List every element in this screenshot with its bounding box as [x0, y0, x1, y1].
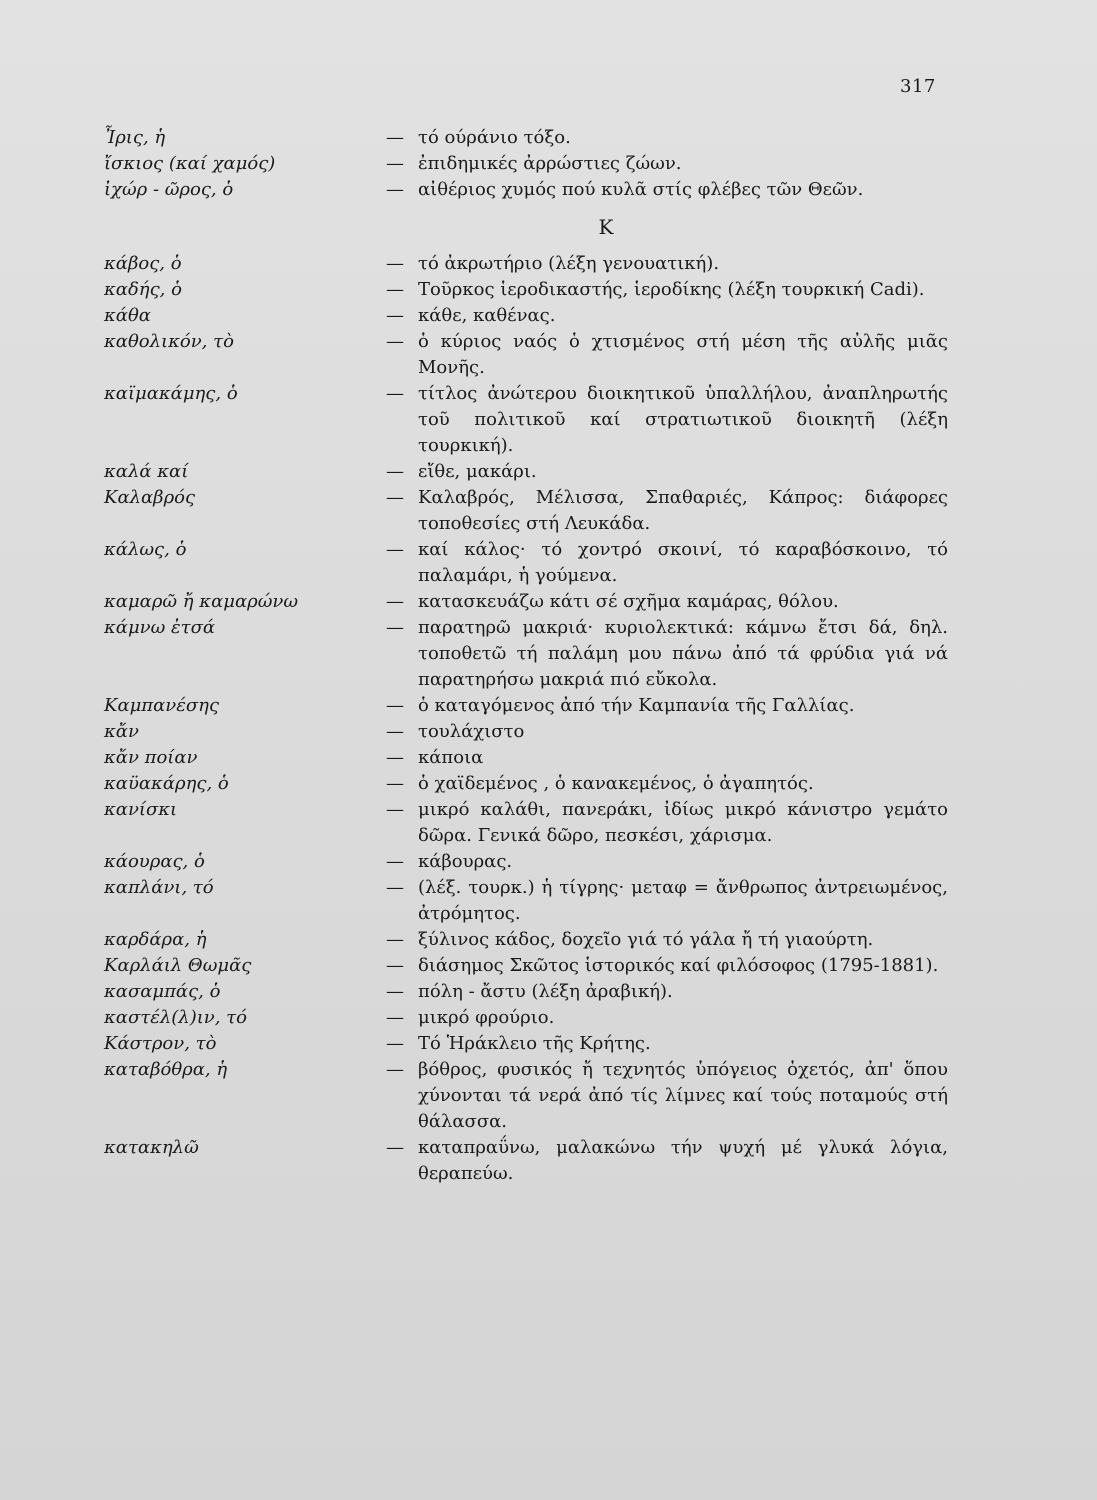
entry-term: κάθα: [104, 305, 151, 326]
entry-definition: καί κάλος· τό χοντρό σκοινί, τό καραβόσκοινο, τό παλαμάρι, ἡ γούμενα.: [418, 539, 948, 586]
entry-term: ἰχώρ - ῶρος, ὁ: [104, 179, 234, 200]
entry-dash: —: [386, 461, 404, 482]
entry-definition: καταπραΰνω, μαλακώνω τήν ψυχή μέ γλυκά λόγια, θεραπεύω.: [418, 1137, 948, 1184]
section-heading-k: Κ: [598, 215, 614, 239]
entry-dash: —: [386, 955, 404, 976]
entry-term: κάλως, ὁ: [104, 539, 187, 560]
entry-definition: αἰθέριος χυμός πού κυλᾶ στίς φλέβες τῶν Θεῶν.: [418, 179, 864, 200]
entry-definition: πόλη - ἄστυ (λέξη ἀραβική).: [418, 981, 673, 1002]
glossary-entry: [104, 1005, 964, 1031]
entry-definition: διάσημος Σκῶτος ἱστορικός καί φιλόσοφος (1795-1881).: [418, 955, 939, 976]
glossary-entry: [104, 927, 964, 953]
entry-definition: κάβουρας.: [418, 851, 513, 872]
entry-dash: —: [386, 721, 404, 742]
entry-definition: (λέξ. τουρκ.) ἡ τίγρης· μεταφ = ἄνθρωπος ἀντρειωμένος, ἀτρόμητος.: [418, 877, 948, 924]
entry-term: καδής, ὁ: [104, 279, 182, 300]
entry-definition: κατασκευάζω κάτι σέ σχῆμα καμάρας, θόλου.: [418, 591, 839, 612]
glossary-entry: [104, 875, 964, 927]
entry-definition: Καλαβρός, Μέλισσα, Σπαθαριές, Κάπρος: διάφορες τοποθεσίες στή Λευκάδα.: [418, 487, 948, 534]
entry-dash: —: [386, 1059, 404, 1080]
entry-definition: ξύλινος κάδος, δοχεῖο γιά τό γάλα ἤ τή γιαούρτη.: [418, 929, 874, 950]
glossary-entry: [104, 151, 964, 177]
entry-dash: —: [386, 153, 404, 174]
entry-definition: Τό Ἡράκλειο τῆς Κρήτης.: [418, 1033, 651, 1054]
entry-dash: —: [386, 747, 404, 768]
glossary-entry: [104, 589, 964, 615]
glossary-entry: [104, 719, 964, 745]
entry-dash: —: [386, 1007, 404, 1028]
glossary-entry: [104, 979, 964, 1005]
entry-dash: —: [386, 591, 404, 612]
entry-dash: —: [386, 253, 404, 274]
entry-definition: βόθρος, φυσικός ἤ τεχνητός ὑπόγειος ὀχετός, ἀπ' ὅπου χύνονται τά νερά ἀπό τίς λίμνες καί τούς ποταμούς στή θάλασσα.: [418, 1059, 948, 1132]
glossary-entry: [104, 1135, 964, 1187]
entry-definition: Τοῦρκος ἱεροδικαστής, ἱεροδίκης (λέξη τουρκική Cadi).: [418, 279, 925, 300]
glossary-entry: [104, 459, 964, 485]
entry-dash: —: [386, 877, 404, 898]
entry-term: κατακηλῶ: [104, 1137, 199, 1158]
glossary-entry: [104, 693, 964, 719]
entry-term: κάμνω ἐτσά: [104, 617, 216, 638]
entry-definition: εἴθε, μακάρι.: [418, 461, 537, 482]
entry-definition: τίτλος ἀνώτερου διοικητικοῦ ὑπαλλήλου, ἀναπληρωτής τοῦ πολιτικοῦ καί στρατιωτικοῦ διοικητῆ (λέξη τουρκική).: [418, 383, 948, 456]
entry-dash: —: [386, 695, 404, 716]
entry-term: καϋακάρης, ὁ: [104, 773, 229, 794]
entry-dash: —: [386, 1033, 404, 1054]
entry-term: καθολικόν, τὸ: [104, 331, 234, 352]
entry-term: Καλαβρός: [104, 487, 196, 508]
entry-term: κἄν ποίαν: [104, 747, 198, 768]
entry-term: καπλάνι, τό: [104, 877, 214, 898]
glossary-entry: [104, 303, 964, 329]
glossary-entry: [104, 771, 964, 797]
entry-dash: —: [386, 383, 404, 404]
entry-term: κασαμπάς, ὁ: [104, 981, 221, 1002]
entry-definition: ἐπιδημικές ἀρρώστιες ζώων.: [418, 153, 682, 174]
entry-term: Καμπανέσης: [104, 695, 220, 716]
entry-dash: —: [386, 127, 404, 148]
glossary-entry: [104, 251, 964, 277]
entry-term: καμαρῶ ἤ καμαρώνω: [104, 591, 298, 612]
entry-dash: —: [386, 539, 404, 560]
entry-dash: —: [386, 1137, 404, 1158]
entry-dash: —: [386, 851, 404, 872]
entry-term: καρδάρα, ἡ: [104, 929, 207, 950]
entry-dash: —: [386, 305, 404, 326]
glossary-entry: [104, 485, 964, 537]
glossary-entry: [104, 277, 964, 303]
glossary-entry: [104, 615, 964, 693]
entries-k-section: [104, 251, 964, 1187]
entry-term: καλά καί: [104, 461, 189, 482]
entry-term: καϊμακάμης, ὁ: [104, 383, 238, 404]
entry-dash: —: [386, 981, 404, 1002]
glossary-entry: [104, 1031, 964, 1057]
glossary-entry: [104, 381, 964, 459]
page-number: 317: [900, 76, 936, 97]
entry-dash: —: [386, 179, 404, 200]
glossary-entry: [104, 329, 964, 381]
glossary-entry: [104, 537, 964, 589]
glossary-entry: [104, 125, 964, 151]
entry-definition: τουλάχιστο: [418, 721, 525, 742]
entry-dash: —: [386, 617, 404, 638]
entry-term: Ἶρις, ἡ: [104, 127, 166, 148]
glossary-entry: [104, 797, 964, 849]
entry-term: καστέλ(λ)ιν, τό: [104, 1007, 247, 1028]
entries-before-section: [104, 125, 964, 203]
entry-definition: τό ἀκρωτήριο (λέξη γενουατική).: [418, 253, 720, 274]
entry-definition: ὁ καταγόμενος ἀπό τήν Καμπανία τῆς Γαλλίας.: [418, 695, 855, 716]
entry-definition: ὁ χαϊδεμένος , ὁ κανακεμένος, ὁ ἀγαπητός.: [418, 773, 814, 794]
entry-term: Κάστρον, τὸ: [104, 1033, 217, 1054]
entry-definition: παρατηρῶ μακριά· κυριολεκτικά: κάμνω ἔτσι δά, δηλ. τοποθετῶ τή παλάμη μου πάνω ἀπό τά φρύδια γιά νά παρατηρήσω μακριά πιό εὔκολα.: [418, 617, 948, 690]
entry-definition: κάθε, καθένας.: [418, 305, 556, 326]
entry-definition: τό ούράνιο τόξο.: [418, 127, 571, 148]
entry-dash: —: [386, 331, 404, 352]
entry-dash: —: [386, 799, 404, 820]
glossary: [104, 125, 964, 1187]
entry-term: κάουρας, ὁ: [104, 851, 205, 872]
entry-dash: —: [386, 487, 404, 508]
entry-dash: —: [386, 773, 404, 794]
entry-term: κανίσκι: [104, 799, 178, 820]
glossary-entry: [104, 1057, 964, 1135]
entry-term: κἄν: [104, 721, 139, 742]
entry-definition: μικρό καλάθι, πανεράκι, ἰδίως μικρό κάνιστρο γεμάτο δῶρα. Γενικά δῶρο, πεσκέσι, χάρισμα.: [418, 799, 948, 846]
entry-term: Καρλάιλ Θωμᾶς: [104, 955, 252, 976]
entry-term: καταβόθρα, ἡ: [104, 1059, 228, 1080]
entry-dash: —: [386, 279, 404, 300]
glossary-entry: [104, 849, 964, 875]
glossary-entry: [104, 177, 964, 203]
entry-definition: μικρό φρούριο.: [418, 1007, 555, 1028]
glossary-entry: [104, 745, 964, 771]
entry-term: κάβος, ὁ: [104, 253, 182, 274]
glossary-entry: [104, 953, 964, 979]
entry-dash: —: [386, 929, 404, 950]
entry-definition: κάποια: [418, 747, 484, 768]
entry-definition: ὁ κύριος ναός ὁ χτισμένος στή μέση τῆς αὐλῆς μιᾶς Μονῆς.: [418, 331, 948, 378]
entry-term: ἴσκιος (καί χαμός): [104, 153, 276, 174]
